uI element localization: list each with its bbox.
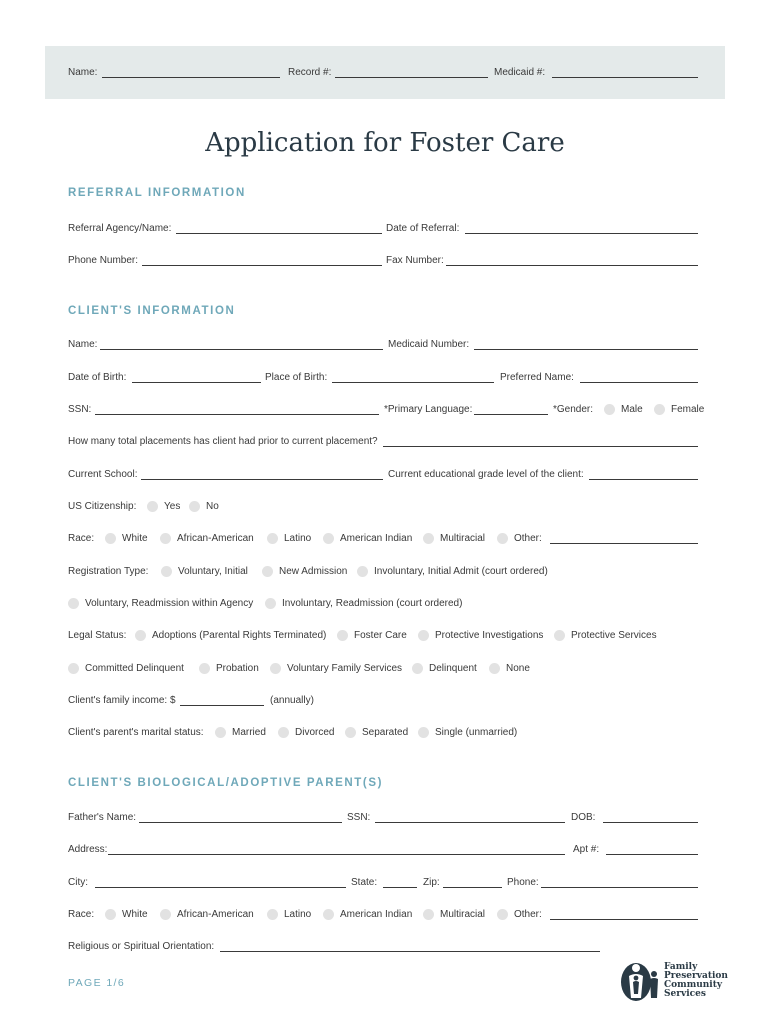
registration-voluntary-initial-label: Voluntary, Initial	[178, 566, 248, 577]
header-medicaid-label: Medicaid #:	[494, 67, 546, 78]
header-name-field[interactable]	[102, 77, 280, 78]
client-pob-field[interactable]	[332, 382, 494, 383]
address-label: Address:	[68, 844, 108, 855]
client-race-african-american-label: African-American	[177, 533, 254, 544]
legal-protective-investigations-radio[interactable]	[418, 630, 429, 641]
client-race-multiracial-radio[interactable]	[423, 533, 434, 544]
legal-none-label: None	[506, 663, 530, 674]
family-figures-icon	[618, 958, 664, 1004]
legal-foster-care-label: Foster Care	[354, 630, 407, 641]
client-race-other-field[interactable]	[550, 543, 698, 544]
registration-type-label: Registration Type:	[68, 566, 149, 577]
client-language-field[interactable]	[474, 414, 548, 415]
legal-protective-services-label: Protective Services	[571, 630, 657, 641]
citizenship-yes-label: Yes	[164, 501, 181, 512]
citizenship-no-label: No	[206, 501, 219, 512]
referral-agency-field[interactable]	[176, 233, 382, 234]
client-name-label: Name:	[68, 339, 98, 350]
religion-field[interactable]	[220, 951, 600, 952]
zip-field[interactable]	[443, 887, 502, 888]
gender-male-label: Male	[621, 404, 643, 415]
father-name-label: Father's Name:	[68, 812, 137, 823]
header-medicaid-field[interactable]	[552, 77, 698, 78]
parent-race-other-label: Other:	[514, 909, 542, 920]
client-preferred-label: Preferred Name:	[500, 372, 574, 383]
parent-race-white-radio[interactable]	[105, 909, 116, 920]
client-race-white-label: White	[122, 533, 148, 544]
legal-delinquent-radio[interactable]	[412, 663, 423, 674]
registration-involuntary-readmission-radio[interactable]	[265, 598, 276, 609]
registration-voluntary-readmission-radio[interactable]	[68, 598, 79, 609]
father-ssn-label: SSN:	[347, 812, 371, 823]
client-race-american-indian-radio[interactable]	[323, 533, 334, 544]
religion-label: Religious or Spiritual Orientation:	[68, 941, 215, 952]
parent-race-american-indian-radio[interactable]	[323, 909, 334, 920]
client-pob-label: Place of Birth:	[265, 372, 328, 383]
client-name-field[interactable]	[100, 349, 383, 350]
referral-fax-field[interactable]	[446, 265, 698, 266]
address-field[interactable]	[108, 854, 565, 855]
referral-agency-label: Referral Agency/Name:	[68, 223, 172, 234]
client-medicaid-label: Medicaid Number:	[388, 339, 470, 350]
legal-adoptions-radio[interactable]	[135, 630, 146, 641]
parent-race-american-indian-label: American Indian	[340, 909, 413, 920]
marital-single-radio[interactable]	[418, 727, 429, 738]
marital-divorced-radio[interactable]	[278, 727, 289, 738]
legal-adoptions-label: Adoptions (Parental Rights Terminated)	[152, 630, 327, 641]
referral-phone-label: Phone Number:	[68, 255, 139, 266]
father-dob-label: DOB:	[571, 812, 596, 823]
header-record-label: Record #:	[288, 67, 332, 78]
client-race-american-indian-label: American Indian	[340, 533, 413, 544]
registration-involuntary-initial-radio[interactable]	[357, 566, 368, 577]
referral-fax-label: Fax Number:	[386, 255, 444, 266]
registration-new-admission-radio[interactable]	[262, 566, 273, 577]
client-race-other-radio[interactable]	[497, 533, 508, 544]
parent-race-label: Race:	[68, 909, 95, 920]
marital-divorced-label: Divorced	[295, 727, 335, 738]
page-number: PAGE 1/6	[68, 977, 126, 989]
phone-field[interactable]	[541, 887, 698, 888]
client-grade-field[interactable]	[589, 479, 698, 480]
client-race-other-label: Other:	[514, 533, 542, 544]
parent-race-african-american-radio[interactable]	[160, 909, 171, 920]
parent-race-multiracial-radio[interactable]	[423, 909, 434, 920]
client-race-latino-label: Latino	[284, 533, 312, 544]
legal-none-radio[interactable]	[489, 663, 500, 674]
legal-voluntary-family-services-radio[interactable]	[270, 663, 281, 674]
marital-married-label: Married	[232, 727, 266, 738]
apt-field[interactable]	[606, 854, 698, 855]
client-ssn-field[interactable]	[95, 414, 379, 415]
client-section-heading: CLIENT'S INFORMATION	[68, 305, 236, 317]
zip-label: Zip:	[423, 877, 440, 888]
client-language-label: *Primary Language:	[384, 404, 473, 415]
legal-foster-care-radio[interactable]	[337, 630, 348, 641]
father-ssn-field[interactable]	[375, 822, 565, 823]
client-dob-label: Date of Birth:	[68, 372, 127, 383]
marital-separated-radio[interactable]	[345, 727, 356, 738]
parent-race-latino-radio[interactable]	[267, 909, 278, 920]
parent-race-latino-label: Latino	[284, 909, 312, 920]
marital-separated-label: Separated	[362, 727, 409, 738]
phone-label: Phone:	[507, 877, 539, 888]
client-race-white-radio[interactable]	[105, 533, 116, 544]
legal-status-label: Legal Status:	[68, 630, 127, 641]
state-label: State:	[351, 877, 378, 888]
family-income-annually: (annually)	[270, 695, 314, 706]
state-field[interactable]	[383, 887, 417, 888]
client-race-latino-radio[interactable]	[267, 533, 278, 544]
apt-label: Apt #:	[573, 844, 600, 855]
father-name-field[interactable]	[139, 822, 342, 823]
referral-date-label: Date of Referral:	[386, 223, 460, 234]
legal-delinquent-label: Delinquent	[429, 663, 477, 674]
registration-involuntary-initial-label: Involuntary, Initial Admit (court ordered)	[374, 566, 548, 577]
gender-female-label: Female	[671, 404, 705, 415]
header-name-label: Name:	[68, 67, 98, 78]
client-school-field[interactable]	[141, 479, 383, 480]
client-medicaid-field[interactable]	[474, 349, 698, 350]
client-preferred-field[interactable]	[580, 382, 698, 383]
marital-married-radio[interactable]	[215, 727, 226, 738]
fpcs-logo-text: Family Preservation Community Services	[664, 962, 728, 999]
legal-probation-label: Probation	[216, 663, 259, 674]
client-race-multiracial-label: Multiracial	[440, 533, 486, 544]
registration-voluntary-readmission-label: Voluntary, Readmission within Agency	[85, 598, 254, 609]
legal-protective-services-radio[interactable]	[554, 630, 565, 641]
city-label: City:	[68, 877, 88, 888]
citizenship-no-radio[interactable]	[189, 501, 200, 512]
registration-involuntary-readmission-label: Involuntary, Readmission (court ordered)	[282, 598, 463, 609]
citizenship-yes-radio[interactable]	[147, 501, 158, 512]
client-dob-field[interactable]	[132, 382, 261, 383]
city-field[interactable]	[95, 887, 346, 888]
parent-race-other-radio[interactable]	[497, 909, 508, 920]
gender-male-radio[interactable]	[604, 404, 615, 415]
gender-female-radio[interactable]	[654, 404, 665, 415]
family-income-field[interactable]	[180, 705, 264, 706]
legal-protective-investigations-label: Protective Investigations	[435, 630, 544, 641]
parent-race-white-label: White	[122, 909, 148, 920]
legal-probation-radio[interactable]	[199, 663, 210, 674]
patient-header-bar	[45, 46, 725, 99]
client-race-african-american-radio[interactable]	[160, 533, 171, 544]
client-ssn-label: SSN:	[68, 404, 92, 415]
legal-committed-delinquent-radio[interactable]	[68, 663, 79, 674]
registration-new-admission-label: New Admission	[279, 566, 348, 577]
family-income-label: Client's family income: $	[68, 695, 176, 706]
client-placements-label: How many total placements has client had prior to current placement?	[68, 436, 378, 447]
father-dob-field[interactable]	[603, 822, 698, 823]
registration-voluntary-initial-radio[interactable]	[161, 566, 172, 577]
client-grade-label: Current educational grade level of the client:	[388, 469, 584, 480]
client-placements-field[interactable]	[383, 446, 698, 447]
page-title: Application for Foster Care	[205, 128, 565, 158]
parent-race-multiracial-label: Multiracial	[440, 909, 486, 920]
marital-status-label: Client's parent's marital status:	[68, 727, 204, 738]
parent-race-other-field[interactable]	[550, 919, 698, 920]
header-record-field[interactable]	[335, 77, 488, 78]
marital-single-label: Single (unmarried)	[435, 727, 518, 738]
client-race-label: Race:	[68, 533, 95, 544]
client-gender-label: *Gender:	[553, 404, 594, 415]
legal-committed-delinquent-label: Committed Delinquent	[85, 663, 184, 674]
parent-race-african-american-label: African-American	[177, 909, 254, 920]
referral-date-field[interactable]	[465, 233, 698, 234]
referral-phone-field[interactable]	[142, 265, 382, 266]
client-school-label: Current School:	[68, 469, 138, 480]
client-citizenship-label: US Citizenship:	[68, 501, 137, 512]
referral-section-heading: REFERRAL INFORMATION	[68, 187, 246, 199]
parents-section-heading: CLIENT'S BIOLOGICAL/ADOPTIVE PARENT(S)	[68, 777, 384, 789]
legal-voluntary-family-services-label: Voluntary Family Services	[287, 663, 403, 674]
